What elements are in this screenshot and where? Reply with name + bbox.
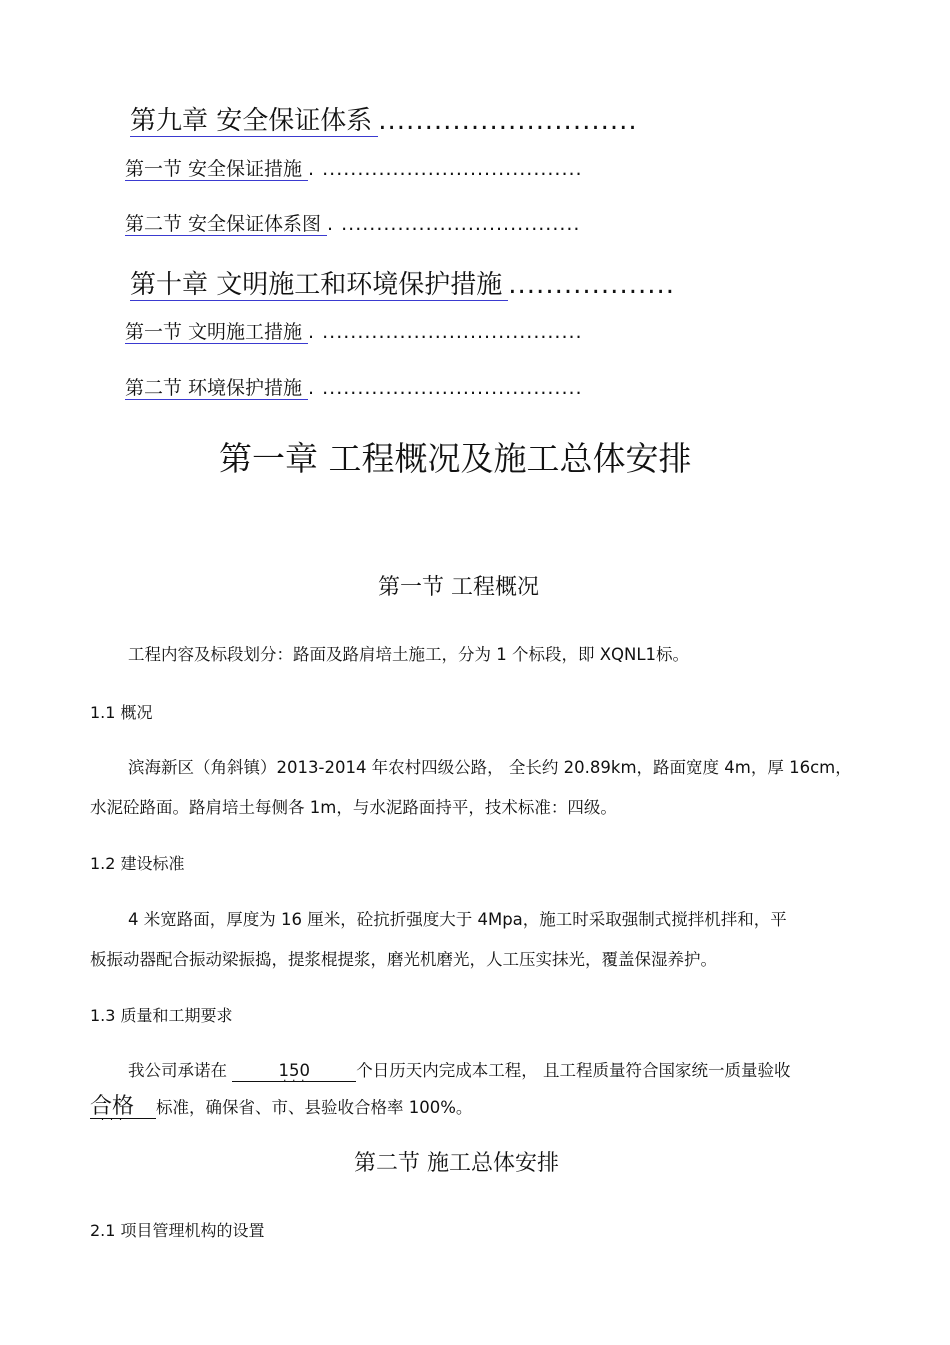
paragraph-1-3-line1	[128, 1061, 791, 1082]
paragraph-text: 个日历天内完成本工程， 且工程质量符合国家统一质量验收	[356, 1061, 791, 1080]
toc-chapter10-link[interactable]: 第十章 文明施工和环境保护措施	[130, 270, 508, 301]
toc-leader-dots: . ..................................	[327, 213, 581, 235]
toc-leader-dots: ............................	[378, 106, 638, 136]
heading-1-3: 1.3 质量和工期要求	[90, 1006, 233, 1025]
toc-ch9-section1-link[interactable]: 第一节 安全保证措施	[125, 158, 308, 181]
toc-leader-dots: . .....................................	[308, 321, 583, 343]
toc-ch9-section1[interactable]	[125, 158, 583, 180]
days-value: 150 · · ·	[279, 1061, 311, 1080]
days-blank	[232, 1061, 356, 1082]
paragraph-1-1-line1: 滨海新区（角斜镇）2013-2014 年农村四级公路， 全长约 20.89km，路面宽度 4m，厚 16cm，	[128, 758, 852, 777]
toc-ch10-section1[interactable]	[125, 321, 583, 343]
grade-value: 合格 · · ·	[90, 1094, 134, 1119]
toc-chapter9-link[interactable]: 第九章 安全保证体系	[130, 106, 378, 137]
toc-ch10-section1-link[interactable]: 第一节 文明施工措施	[125, 321, 308, 344]
heading-1-1: 1.1 概况	[90, 703, 153, 722]
heading-2-1: 2.1 项目管理机构的设置	[90, 1221, 265, 1240]
paragraph-text: 标准，确保省、市、县验收合格率 100%。	[156, 1098, 473, 1117]
paragraph-1-1-line2: 水泥砼路面。路肩培土每侧各 1m，与水泥路面持平，技术标准：四级。	[90, 798, 617, 817]
toc-chapter9[interactable]	[130, 106, 638, 136]
toc-ch9-section2[interactable]	[125, 213, 580, 235]
toc-chapter10[interactable]	[130, 270, 675, 300]
toc-ch10-section2-link[interactable]: 第二节 环境保护措施	[125, 377, 308, 400]
grade-blank	[90, 1094, 156, 1119]
toc-leader-dots: . .....................................	[308, 158, 583, 180]
intro-paragraph: 工程内容及标段划分：路面及路肩培土施工，分为 1 个标段，即 XQNL1标。	[128, 645, 690, 664]
heading-1-2: 1.2 建设标准	[90, 854, 185, 873]
toc-ch10-section2[interactable]	[125, 377, 583, 399]
toc-ch9-section2-link[interactable]: 第二节 安全保证体系图	[125, 213, 327, 236]
paragraph-1-3-line2	[90, 1094, 473, 1119]
paragraph-text: 我公司承诺在	[128, 1061, 233, 1080]
toc-leader-dots: ..................	[508, 270, 676, 300]
paragraph-1-2-line1: 4 米宽路面，厚度为 16 厘米，砼抗折强度大于 4Mpa，施工时采取强制式搅拌机拌和，平	[128, 910, 787, 929]
paragraph-1-2-line2: 板振动器配合振动梁振捣，提浆棍提浆，磨光机磨光，人工压实抹光，覆盖保湿养护。	[90, 950, 717, 969]
section-title: 第二节 施工总体安排	[354, 1151, 559, 1176]
toc-leader-dots: . .....................................	[308, 377, 583, 399]
chapter-title: 第一章 工程概况及施工总体安排	[219, 439, 692, 478]
section-title: 第一节 工程概况	[378, 575, 539, 600]
